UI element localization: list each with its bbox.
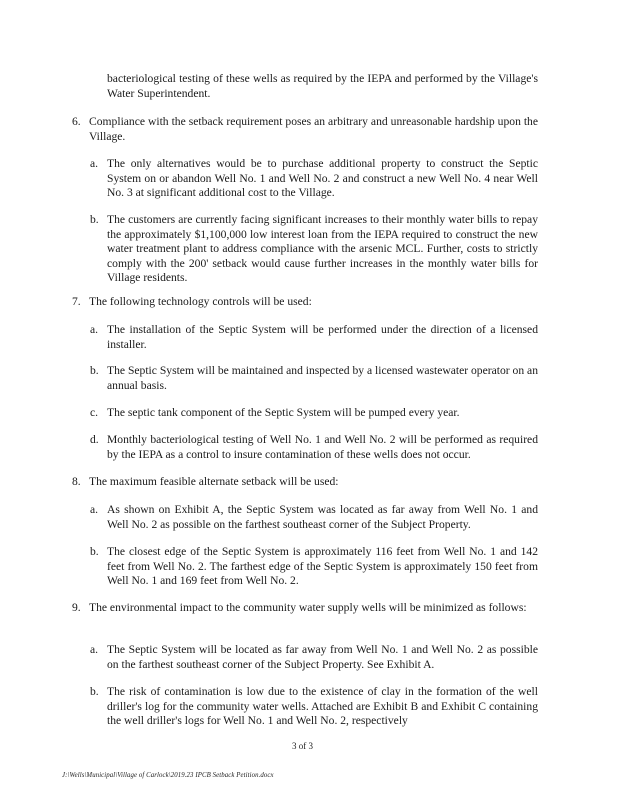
item-9b-text: The risk of contamination is low due to the existence of clay in the formation of the well driller's log for the community water wells. Attached are Exhibit B and Exhibit C containing the well driller's logs for Well No. 1 and Well No. 2, respectively	[107, 685, 538, 728]
page-number: 3 of 3	[292, 741, 313, 751]
item-6a-text: The only alternatives would be to purchase additional property to construct the Septic System on or abandon Well No. 1 and Well No. 2 and construct a new Well No. 4 near Well No. 3 at significant additional cost to the Village.	[107, 157, 538, 200]
item-8-text: The maximum feasible alternate setback will be used:	[89, 475, 339, 488]
item-7b-letter: b.	[90, 364, 99, 377]
item-7c-letter: c.	[90, 406, 99, 419]
footer-file-path: J:\Wells\Municipal\Village of Carlock\2019.23 IPCB Setback Petition.docx	[62, 772, 274, 779]
item-6b-text: The customers are currently facing significant increases to their monthly water bills to repay the approximately $1,100,000 low interest loan from the IEPA required to construct the new water treatment plant to address compliance with the arsenic MCL. Further, costs to strictly comply with the 200' setback would cause further increases in the monthly water bills for Village residents.	[107, 213, 538, 285]
item-7d-text: Monthly bacteriological testing of Well No. 1 and Well No. 2 will be performed as required by the IEPA as a control to insure contamination of these wells does not occur.	[107, 433, 538, 461]
item-8b-text: The closest edge of the Septic System is approximately 116 feet from Well No. 1 and 142 feet from Well No. 2. The farthest edge of the Septic System is approximately 150 feet from Well No. 1 and 169 feet from Well No. 2.	[107, 545, 538, 588]
item-7d-letter: d.	[90, 433, 99, 446]
item-6a-letter: a.	[90, 157, 99, 170]
item-9a-letter: a.	[90, 643, 99, 656]
intro-continuation: bacteriological testing of these wells as required by the IEPA and performed by the Village's Water Superintendent.	[107, 72, 538, 100]
item-6-text: Compliance with the setback requirement poses an arbitrary and unreasonable hardship upon the Village.	[89, 115, 538, 143]
item-9-text: The environmental impact to the community water supply wells will be minimized as follows:	[89, 601, 527, 614]
item-6b-letter: b.	[90, 213, 99, 226]
item-9-number: 9.	[72, 601, 81, 614]
item-7b-text: The Septic System will be maintained and inspected by a licensed wastewater operator on an annual basis.	[107, 364, 538, 392]
item-7c-text: The septic tank component of the Septic System will be pumped every year.	[107, 406, 460, 419]
item-7a-text: The installation of the Septic System will be performed under the direction of a licensed installer.	[107, 323, 538, 351]
item-9b-letter: b.	[90, 685, 99, 698]
item-8a-letter: a.	[90, 503, 99, 516]
item-8a-text: As shown on Exhibit A, the Septic System was located as far away from Well No. 1 and Well No. 2 as possible on the farthest southeast corner of the Subject Property.	[107, 503, 538, 531]
item-7-text: The following technology controls will be used:	[89, 295, 312, 308]
item-7a-letter: a.	[90, 323, 99, 336]
item-9a-text: The Septic System will be located as far away from Well No. 1 and Well No. 2 as possible on the farthest southeast corner of the Subject Property. See Exhibit A.	[107, 643, 538, 671]
item-6-number: 6.	[72, 115, 81, 128]
item-7-number: 7.	[72, 295, 81, 308]
item-8-number: 8.	[72, 475, 81, 488]
item-8b-letter: b.	[90, 545, 99, 558]
